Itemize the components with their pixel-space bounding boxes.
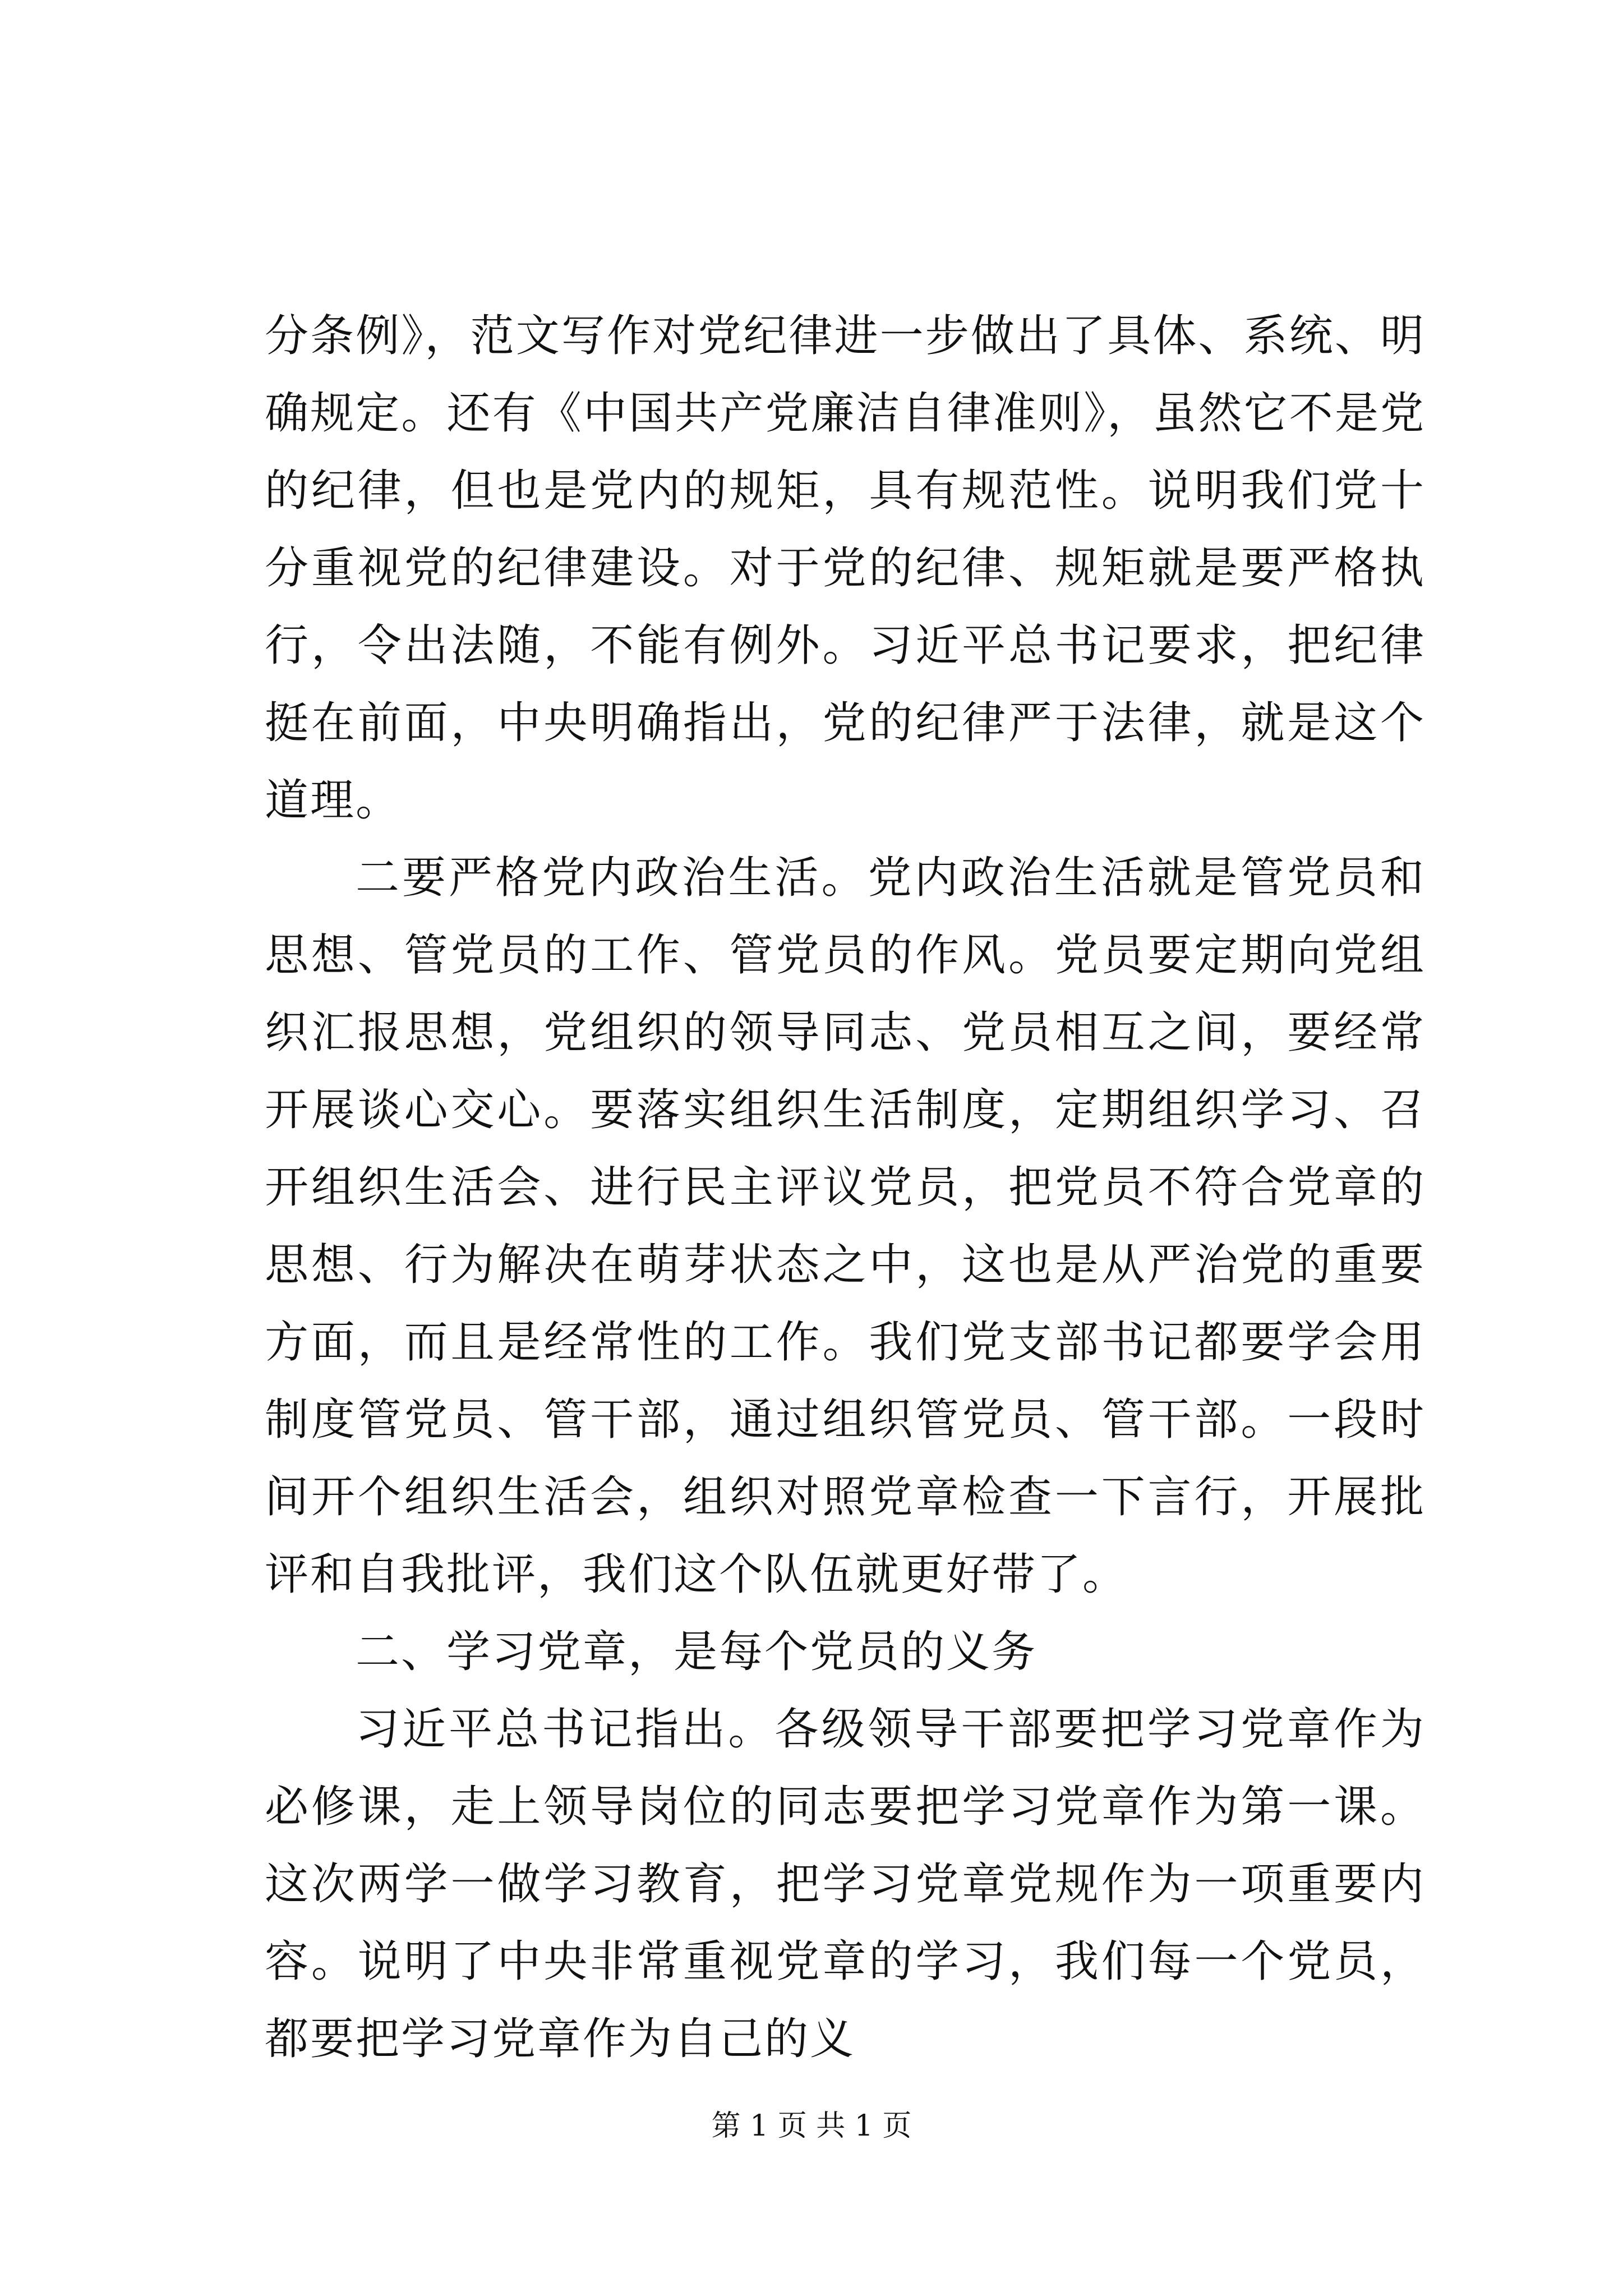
text-line: 习教育，把学习党章党规作为一项重要内容。说明了中央非常重 xyxy=(265,1859,1426,1987)
paragraph-political-life xyxy=(265,839,1426,1613)
text-line: 但也是党内的规矩，具有规范性。说明我们党十分重视党的纪律 xyxy=(265,466,1426,593)
text-line: 这也是从严治党的重要方面，而且是经常性的工作。我们党支部 xyxy=(265,1240,1426,1368)
text-line: 分条例》，范文写作对党纪律进一步做出了具体、系统、明确规 xyxy=(265,311,1426,439)
text-line: 一段时间开个组织生活会，组织对照党章检查一下言行，开展批 xyxy=(265,1395,1426,1522)
paragraph-study-constitution xyxy=(265,1691,1426,2078)
section-heading xyxy=(265,1613,1426,1691)
text-line: 走上领导岗位的同志要把学习党章作为第一课。这次两学一做学 xyxy=(265,1782,1426,1910)
text-line: 实组织生活制度，定期组织学习、召开组织生活会、进行民主评 xyxy=(265,1085,1426,1213)
text-line: 视党章的学习，我们每一个党员，都要把学习党章作为自己的义 xyxy=(265,1936,1426,2064)
text-line: 建设。对于党的纪律、规矩就是要严格执行，令出法随，不能有 xyxy=(265,543,1426,671)
text-line: 例外。习近平总书记要求，把纪律挺在前面，中央明确指出，党 xyxy=(265,620,1426,748)
text-line: 习近平总书记指出。各级领导干部要把学习党章作为必修课， xyxy=(265,1704,1426,1832)
text-line: 管党员的工作、管党员的作风。党员要定期向党组织汇报思想， xyxy=(265,930,1426,1058)
text-line: 书记都要学会用制度管党员、管干部，通过组织管党员、管干部。 xyxy=(265,1317,1426,1445)
text-line: 评和自我批评，我们这个队伍就更好带了。 xyxy=(265,1549,1128,1600)
text-line: 定。还有《中国共产党廉洁自律准则》，虽然它不是党的纪律， xyxy=(265,388,1426,516)
text-line: 的纪律严于法律，就是这个道理。 xyxy=(265,698,1426,826)
page-footer xyxy=(0,2106,1623,2146)
text-line: 党组织的领导同志、党员相互之间，要经常开展谈心交心。要落 xyxy=(265,1007,1426,1135)
text-line: 议党员，把党员不符合党章的思想、行为解决在萌芽状态之中， xyxy=(265,1162,1426,1290)
document-body xyxy=(265,297,1426,2078)
heading-text: 二、学习党章，是每个党员的义务 xyxy=(356,1627,1038,1677)
paragraph-party-discipline xyxy=(265,297,1426,839)
page-number-label: 第 1 页 共 1 页 xyxy=(711,2109,912,2143)
text-line: 二要严格党内政治生活。党内政治生活就是管党员和思想、 xyxy=(265,853,1426,981)
